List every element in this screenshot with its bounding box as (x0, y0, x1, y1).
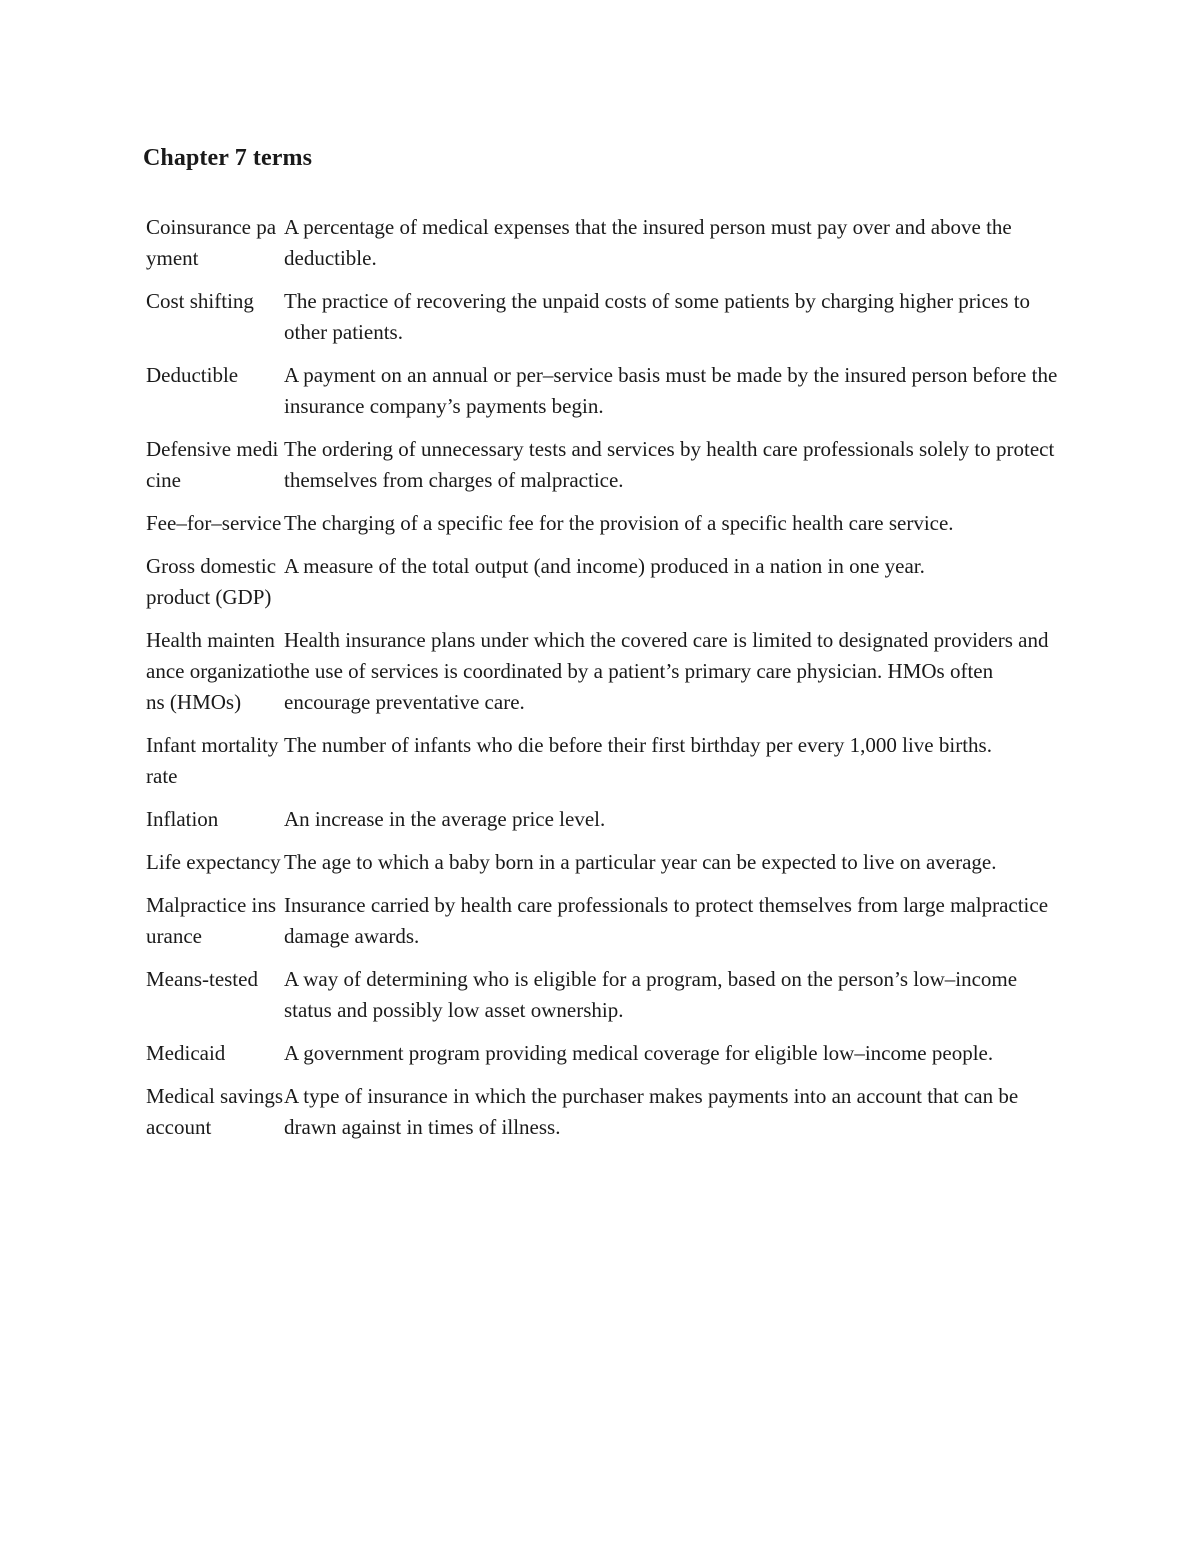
term-definition: The practice of recovering the unpaid costs of some patients by charging higher prices to other patients. (284, 289, 1031, 344)
term-row (140, 730, 1060, 804)
term-definition: A percentage of medical expenses that the insured person must pay over and above the deductible. (284, 215, 1012, 270)
term-definition: The ordering of unnecessary tests and services by health care professionals solely to protect themselves from charges of malpractice. (284, 437, 1055, 492)
term-definition: An increase in the average price level. (284, 807, 606, 831)
term-definition: A government program providing medical coverage for eligible low–income people. (284, 1041, 994, 1065)
term-name: Medicaid (146, 1041, 226, 1065)
term-definition: A measure of the total output (and income) produced in a nation in one year. (284, 554, 925, 578)
terms-table (140, 212, 1060, 1155)
term-name: Inflation (146, 807, 219, 831)
term-name: Means-tested (146, 967, 258, 991)
term-row (140, 890, 1060, 964)
term-name: Malpractice insurance (146, 893, 277, 948)
term-row (140, 804, 1060, 847)
term-row (140, 847, 1060, 890)
term-name: Infant mortality rate (146, 733, 279, 788)
term-row (140, 964, 1060, 1038)
term-definition: Insurance carried by health care professionals to protect themselves from large malpractice damage awards. (284, 893, 1049, 948)
term-name: Defensive medicine (146, 437, 279, 492)
term-name: Coinsurance payment (146, 215, 277, 270)
term-row (140, 434, 1060, 508)
term-name: Fee–for–service (146, 511, 282, 535)
term-name: Deductible (146, 363, 239, 387)
term-row (140, 1038, 1060, 1081)
term-row (140, 1081, 1060, 1155)
term-row (140, 286, 1060, 360)
term-name: Life expectancy (146, 850, 281, 874)
term-row (140, 508, 1060, 551)
term-name: Gross domestic product (GDP) (146, 554, 277, 609)
term-definition: A payment on an annual or per–service basis must be made by the insured person before the insurance company’s payments begin. (284, 363, 1058, 418)
term-definition: A way of determining who is eligible for a program, based on the person’s low–income status and possibly low asset ownership. (284, 967, 1018, 1022)
term-row (140, 360, 1060, 434)
term-row (140, 625, 1060, 730)
term-definition: The age to which a baby born in a particular year can be expected to live on average. (284, 850, 997, 874)
term-row (140, 212, 1060, 286)
term-name: Health maintenance organizations (HMOs) (146, 628, 284, 714)
term-name: Cost shifting (146, 289, 254, 313)
term-definition: A type of insurance in which the purchaser makes payments into an account that can be drawn against in times of illness. (284, 1084, 1019, 1139)
term-row (140, 551, 1060, 625)
term-name: Medical savings account (146, 1084, 284, 1139)
term-definition: Health insurance plans under which the covered care is limited to designated providers and the use of services is coordinated by a patient’s primary care physician. HMOs often encourage preventative care. (284, 628, 1049, 714)
term-definition: The charging of a specific fee for the provision of a specific health care service. (284, 511, 954, 535)
term-definition: The number of infants who die before their first birthday per every 1,000 live births. (284, 733, 992, 757)
page-title: Chapter 7 terms (143, 145, 313, 171)
